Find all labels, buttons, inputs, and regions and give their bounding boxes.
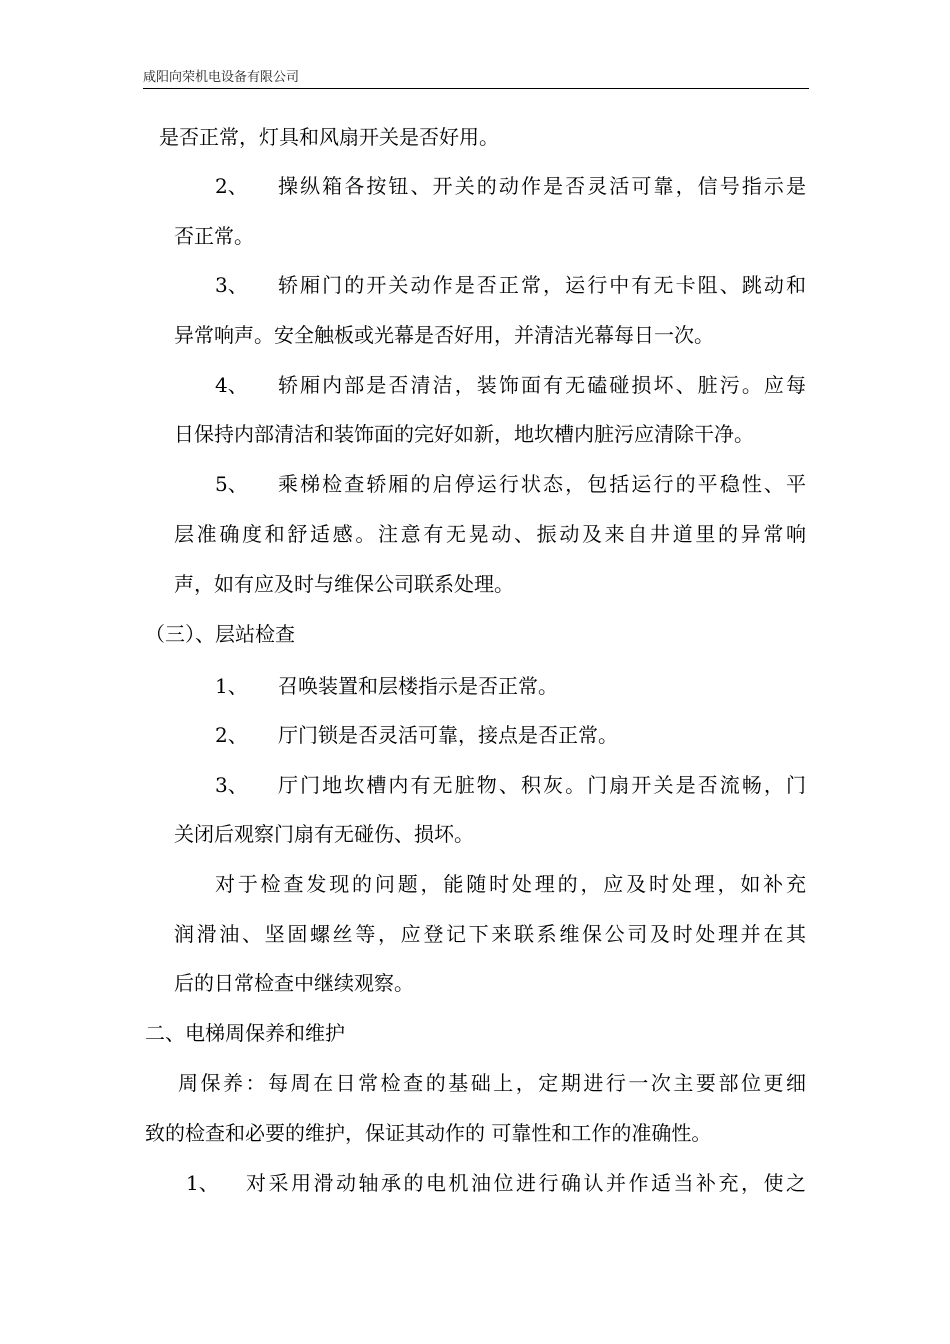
- item-number: 4、: [215, 373, 248, 397]
- text-line: 否正常。: [174, 224, 254, 248]
- header-divider: [143, 88, 809, 89]
- text-line: 厅门锁是否灵活可靠，接点是否正常。: [278, 723, 618, 747]
- section-heading: （三）、层站检查: [145, 622, 295, 646]
- text-line: 召唤装置和层楼指示是否正常。: [278, 674, 558, 698]
- text-line: 层准确度和舒适感。注意有无晃动、振动及来自井道里的异常响: [174, 522, 806, 546]
- text-line: 日保持内部清洁和装饰面的完好如新，地坎槽内脏污应清除干净。: [174, 422, 754, 446]
- text-line: 异常响声。安全触板或光幕是否好用，并清洁光幕每日一次。: [174, 323, 714, 347]
- page-header-company: 咸阳向荣机电设备有限公司: [143, 70, 300, 85]
- text-line: 对于检查发现的问题，能随时处理的，应及时处理，如补充: [215, 872, 806, 896]
- text-line: 对采用滑动轴承的电机油位进行确认并作适当补充，使之: [246, 1171, 806, 1195]
- item-number: 2、: [215, 723, 248, 747]
- item-number: 3、: [215, 773, 248, 797]
- text-line: 是否正常，灯具和风扇开关是否好用。: [159, 125, 499, 149]
- text-line: 轿厢内部是否清洁，装饰面有无磕碰损坏、脏污。应每: [278, 373, 806, 397]
- item-number: 2、: [215, 174, 248, 198]
- text-line: 关闭后观察门扇有无碰伤、损坏。: [174, 822, 474, 846]
- item-number: 3、: [215, 273, 248, 297]
- text-line: 乘梯检查轿厢的启停运行状态，包括运行的平稳性、平: [278, 472, 806, 496]
- text-line: 润滑油、坚固螺丝等，应登记下来联系维保公司及时处理并在其: [174, 922, 806, 946]
- item-number: 5、: [215, 472, 248, 496]
- text-line: 声，如有应及时与维保公司联系处理。: [174, 572, 514, 596]
- text-line: 厅门地坎槽内有无脏物、积灰。门扇开关是否流畅，门: [278, 773, 806, 797]
- item-number: 1、: [215, 674, 248, 698]
- item-number: 1、: [186, 1171, 219, 1195]
- text-line: 后的日常检查中继续观察。: [174, 971, 414, 995]
- text-line: 周保养：每周在日常检查的基础上，定期进行一次主要部位更细: [178, 1071, 806, 1095]
- text-line: 致的检查和必要的维护，保证其动作的 可靠性和工作的准确性。: [145, 1121, 712, 1145]
- section-heading: 二、电梯周保养和维护: [145, 1021, 345, 1045]
- text-line: 轿厢门的开关动作是否正常，运行中有无卡阻、跳动和: [278, 273, 806, 297]
- text-line: 操纵箱各按钮、开关的动作是否灵活可靠，信号指示是: [278, 174, 806, 198]
